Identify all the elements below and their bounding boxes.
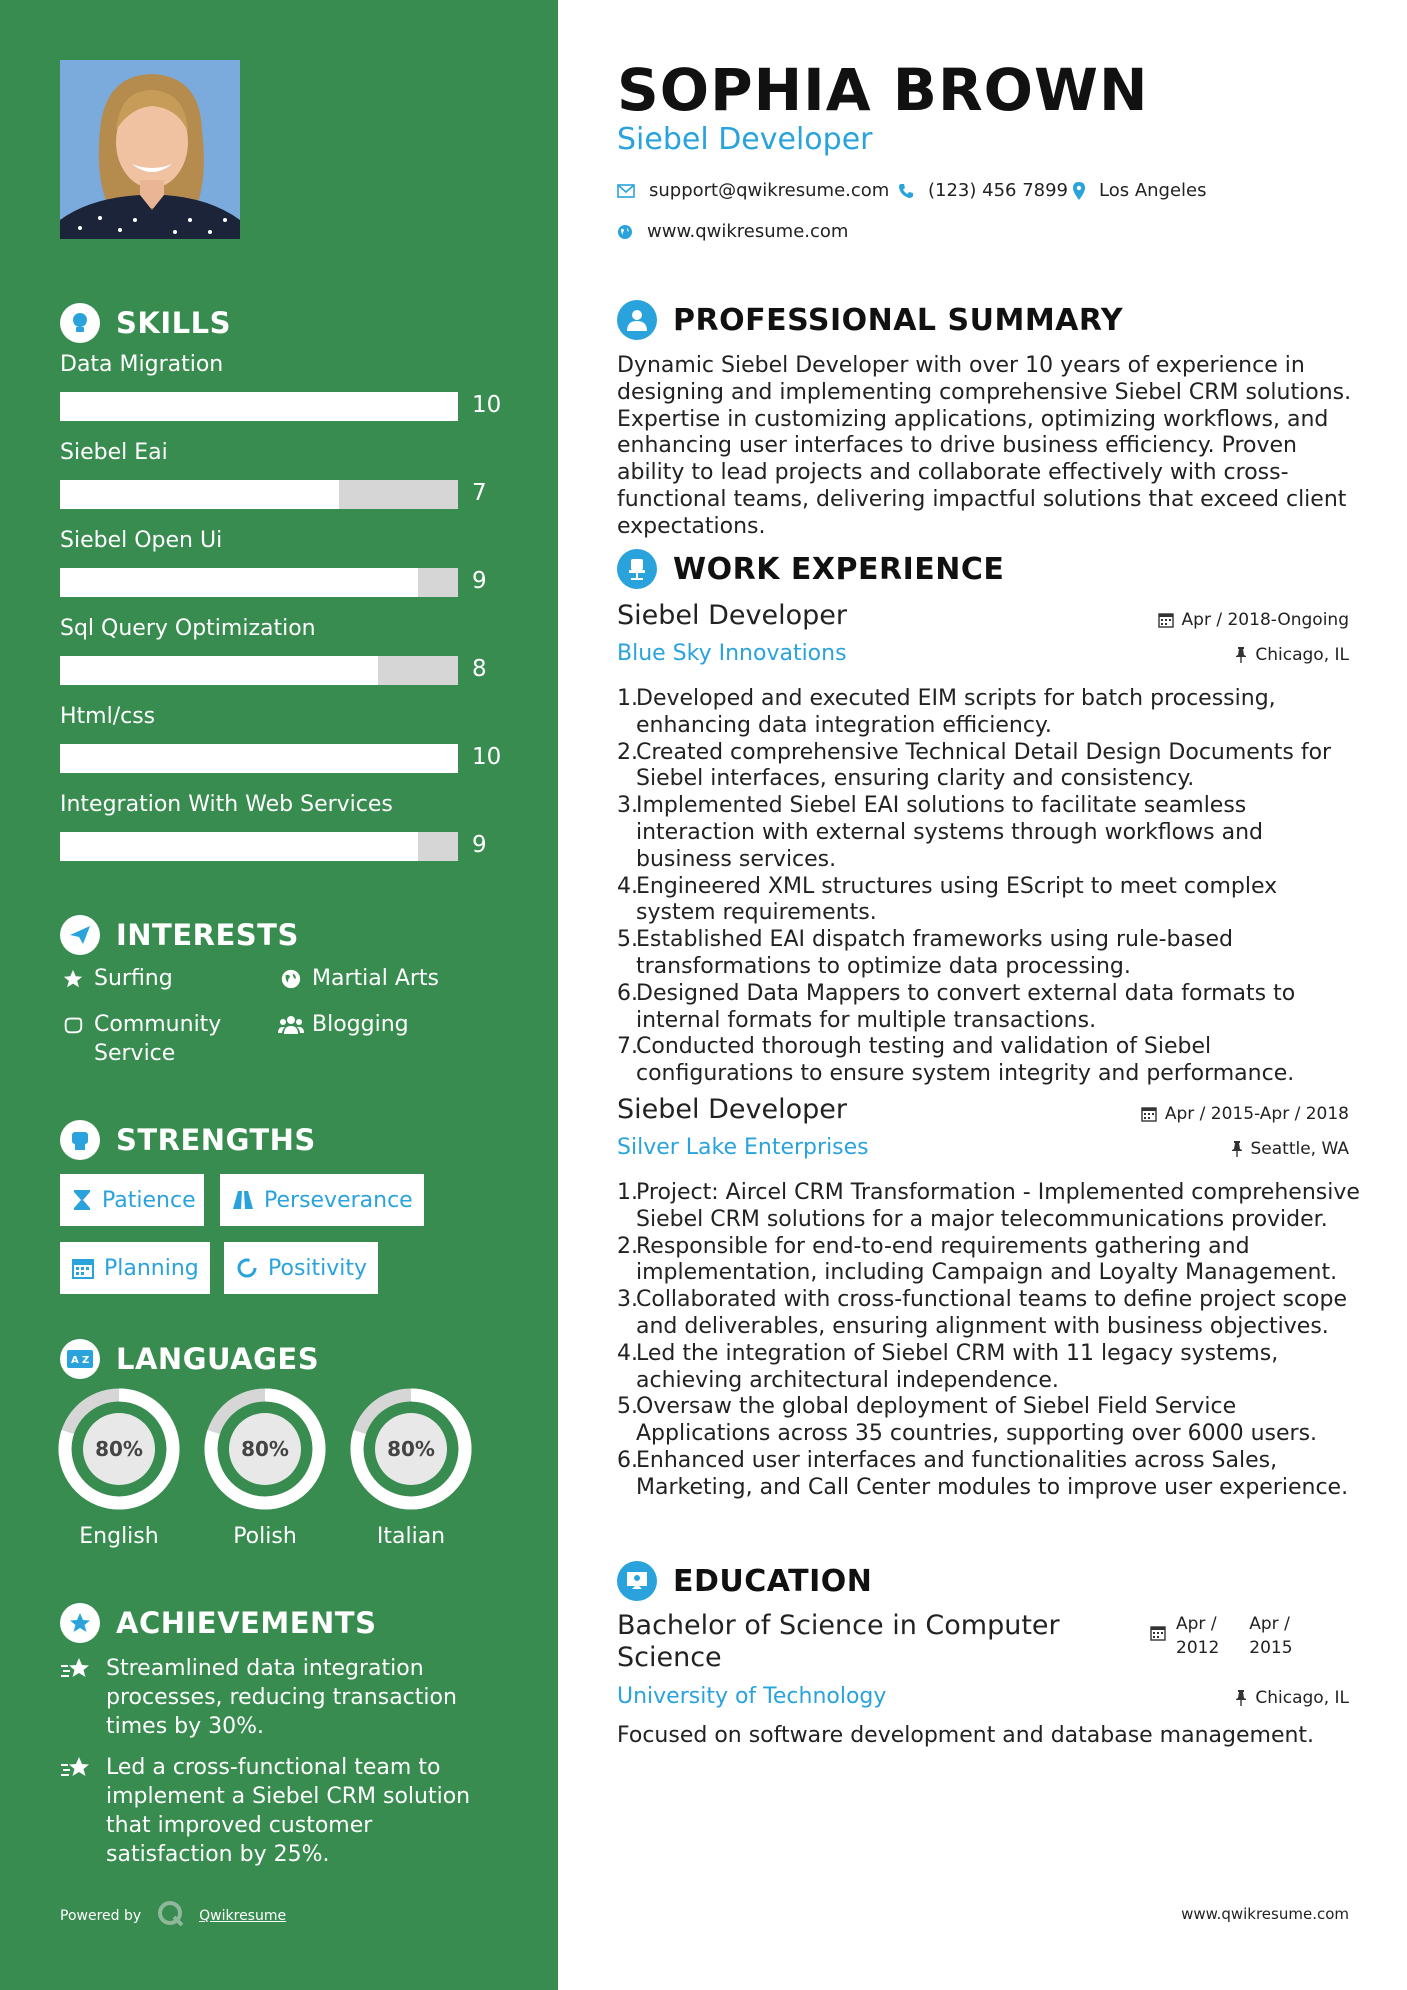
duty-text: Developed and executed EIM scripts for batch processing, enhancing data integration efficiency. bbox=[636, 686, 1276, 738]
summary-text: Dynamic Siebel Developer with over 10 years of experience in designing and implementing comprehensive Siebel CRM solutions. Expertise in customizing applications, optimizing workflows, and enhancing user interfaces to drive business efficiency. Proven ability to lead projects and collaborate effectively with cross-functional teams, delivering impactful solutions that exceed client expectations. bbox=[617, 353, 1352, 539]
duty-number: 1. bbox=[617, 1180, 638, 1205]
duty-number: 2. bbox=[617, 1233, 638, 1259]
skill-bar-fill bbox=[60, 568, 418, 597]
duty-text: Responsible for end-to-end requirements gathering and implementation, including Campaign and Loyalty Management. bbox=[636, 1233, 1338, 1286]
contact-email[interactable]: support@qwikresume.com bbox=[617, 180, 889, 201]
road-icon bbox=[232, 1190, 254, 1210]
skill-name: Sql Query Optimization bbox=[60, 616, 316, 641]
duty-number: 3. bbox=[617, 1287, 638, 1313]
skill-value: 7 bbox=[472, 480, 487, 506]
pin-icon bbox=[1235, 647, 1247, 663]
hand-icon bbox=[60, 1010, 86, 1039]
skill-value: 10 bbox=[472, 392, 502, 418]
education-location: Chicago, IL bbox=[1235, 1688, 1349, 1708]
skill-name: Siebel Open Ui bbox=[60, 528, 223, 553]
strength-tag: Patience bbox=[60, 1174, 204, 1226]
duty-item bbox=[617, 874, 1362, 928]
education-heading: EDUCATION bbox=[617, 1561, 872, 1601]
skills-heading: SKILLS bbox=[60, 302, 231, 344]
language-ring bbox=[204, 1388, 326, 1510]
skill-value: 10 bbox=[472, 744, 502, 770]
duty-text: Project: Aircel CRM Transformation - Implemented comprehensive Siebel CRM solutions for a major telecommunications provider. bbox=[636, 1180, 1360, 1232]
duty-item bbox=[617, 1180, 1362, 1234]
contact-location: Los Angeles bbox=[1073, 180, 1207, 201]
star-badge-icon bbox=[60, 1603, 100, 1643]
language-name: Italian bbox=[376, 1524, 446, 1549]
skill-bar-fill bbox=[60, 480, 339, 509]
duty-number: 3. bbox=[617, 793, 638, 819]
pin-icon bbox=[1235, 1690, 1247, 1706]
interests-heading: INTERESTS bbox=[60, 914, 299, 956]
job-duties-list bbox=[617, 686, 1362, 1088]
skill-name: Data Migration bbox=[60, 352, 224, 377]
duty-text: Collaborated with cross-functional teams to define project scope and deliverables, ensuring alignment with business objectives. bbox=[636, 1287, 1348, 1339]
fist-icon bbox=[60, 1120, 100, 1160]
skill-bar-fill bbox=[60, 656, 378, 685]
graduation-cap-icon bbox=[617, 1561, 657, 1601]
qwikresume-logo-icon bbox=[157, 1900, 185, 1932]
duty-number: 6. bbox=[617, 980, 638, 1006]
envelope-icon bbox=[617, 184, 635, 198]
interest-item: Blogging bbox=[278, 1010, 409, 1039]
language-ring bbox=[58, 1388, 180, 1510]
circle-notch-icon bbox=[236, 1257, 258, 1279]
strength-tag: Positivity bbox=[224, 1242, 378, 1294]
duty-text: Engineered XML structures using EScript to meet complex system requirements. bbox=[636, 873, 1278, 926]
education-start: Apr / 2012 bbox=[1176, 1614, 1220, 1658]
star-icon bbox=[60, 964, 86, 993]
duty-item bbox=[617, 1448, 1362, 1502]
skill-name: Integration With Web Services bbox=[60, 792, 393, 817]
duty-text: Oversaw the global deployment of Siebel Field Service Applications across 35 countries, supporting over 6000 users. bbox=[636, 1394, 1318, 1447]
sidebar bbox=[0, 0, 558, 1990]
language-ring bbox=[350, 1388, 472, 1510]
duty-text: Enhanced user interfaces and functionalities across Sales, Marketing, and Call Center modules to improve user experience. bbox=[636, 1447, 1349, 1500]
achievement-item: Led a cross-functional team to implement a Siebel CRM solution that improved customer satisfaction by 25%. bbox=[60, 1753, 500, 1869]
pin-icon bbox=[1231, 1141, 1243, 1157]
job-company: Silver Lake Enterprises bbox=[617, 1135, 869, 1160]
job-dates: Apr / 2015-Apr / 2018 bbox=[1141, 1104, 1349, 1124]
duty-item bbox=[617, 740, 1362, 794]
duty-number: 5. bbox=[617, 927, 638, 953]
interest-item: Martial Arts bbox=[278, 964, 439, 993]
paper-plane-icon bbox=[60, 915, 100, 955]
language-percent: 80% bbox=[241, 1437, 289, 1461]
experience-heading: WORK EXPERIENCE bbox=[617, 549, 1004, 589]
interest-item: Surfing bbox=[60, 964, 173, 993]
lightbulb-icon bbox=[60, 303, 100, 343]
duty-number: 4. bbox=[617, 1340, 638, 1366]
skill-bar bbox=[60, 744, 458, 773]
duty-item bbox=[617, 981, 1362, 1035]
phone-icon bbox=[898, 183, 914, 199]
skill-bar bbox=[60, 832, 458, 861]
duty-item bbox=[617, 1341, 1362, 1395]
calendar-icon bbox=[72, 1257, 94, 1279]
summary-heading: PROFESSIONAL SUMMARY bbox=[617, 300, 1123, 340]
candidate-role: Siebel Developer bbox=[617, 122, 873, 157]
globe-icon bbox=[617, 224, 633, 240]
skill-name: Html/css bbox=[60, 704, 156, 729]
duty-item bbox=[617, 686, 1362, 740]
education-school: University of Technology bbox=[617, 1684, 887, 1709]
duty-number: 4. bbox=[617, 873, 638, 899]
hourglass-icon bbox=[72, 1189, 92, 1211]
strength-tag: Planning bbox=[60, 1242, 210, 1294]
education-degree: Bachelor of Science in Computer Science bbox=[617, 1610, 1060, 1673]
duty-number: 1. bbox=[617, 686, 638, 711]
duty-text: Designed Data Mappers to convert external data formats to internal formats for multiple transactions. bbox=[636, 980, 1296, 1033]
skill-value: 8 bbox=[472, 656, 487, 682]
duty-text: Conducted thorough testing and validation of Siebel configurations to ensure system integrity and performance. bbox=[636, 1034, 1295, 1087]
svg-text:A: A bbox=[71, 1355, 79, 1366]
duty-number: 5. bbox=[617, 1394, 638, 1420]
calendar-icon bbox=[1150, 1624, 1166, 1660]
duty-number: 2. bbox=[617, 739, 638, 765]
duty-text: Established EAI dispatch frameworks using rule-based transformations to optimize data processing. bbox=[636, 927, 1233, 979]
languages-heading: A Z LANGUAGES bbox=[60, 1338, 319, 1380]
contact-phone[interactable]: (123) 456 7899 bbox=[898, 180, 1068, 201]
user-icon bbox=[617, 300, 657, 340]
strengths-heading: STRENGTHS bbox=[60, 1119, 316, 1161]
skill-bar bbox=[60, 392, 458, 421]
strength-tag: Perseverance bbox=[220, 1174, 424, 1226]
globe-icon bbox=[278, 964, 304, 993]
duty-text: Created comprehensive Technical Detail Design Documents for Siebel interfaces, ensuring clarity and consistency. bbox=[636, 739, 1332, 792]
shooting-star-icon bbox=[60, 1656, 96, 1690]
achievement-item: Streamlined data integration processes, reducing transaction times by 30%. bbox=[60, 1654, 500, 1741]
language-name: Polish bbox=[233, 1524, 297, 1549]
duty-number: 7. bbox=[617, 1034, 638, 1060]
chair-icon bbox=[617, 549, 657, 589]
education-end: Apr / 2015 bbox=[1249, 1614, 1293, 1658]
language-percent: 80% bbox=[95, 1437, 143, 1461]
duty-item bbox=[617, 1034, 1362, 1088]
qwikresume-link[interactable]: Qwikresume bbox=[199, 1908, 287, 1924]
education-dates bbox=[1150, 1612, 1293, 1660]
skill-bar bbox=[60, 568, 458, 597]
duty-item bbox=[617, 927, 1362, 981]
duty-text: Led the integration of Siebel CRM with 11 legacy systems, achieving architectural independence. bbox=[636, 1340, 1279, 1393]
job-title: Siebel Developer bbox=[617, 600, 847, 631]
skill-bar bbox=[60, 656, 458, 685]
duty-item bbox=[617, 1287, 1362, 1341]
footer-website[interactable]: www.qwikresume.com bbox=[1181, 1905, 1349, 1923]
calendar-icon bbox=[1141, 1106, 1157, 1122]
interest-item: Community Service bbox=[60, 1010, 221, 1068]
language-icon bbox=[60, 1339, 100, 1379]
profile-photo bbox=[60, 60, 240, 239]
map-marker-icon bbox=[1073, 182, 1085, 200]
calendar-icon bbox=[1158, 612, 1174, 628]
skill-bar-fill bbox=[60, 832, 418, 861]
job-duties-list bbox=[617, 1180, 1362, 1502]
skill-value: 9 bbox=[472, 832, 487, 858]
skill-value: 9 bbox=[472, 568, 487, 594]
skill-bar-fill bbox=[60, 744, 458, 773]
job-company: Blue Sky Innovations bbox=[617, 641, 847, 666]
job-dates: Apr / 2018-Ongoing bbox=[1158, 610, 1349, 630]
job-location: Chicago, IL bbox=[1235, 645, 1349, 665]
svg-text:Z: Z bbox=[82, 1355, 90, 1366]
job-title: Siebel Developer bbox=[617, 1094, 847, 1125]
shooting-star-icon bbox=[60, 1755, 96, 1789]
achievements-heading: ACHIEVEMENTS bbox=[60, 1602, 376, 1644]
skill-name: Siebel Eai bbox=[60, 440, 168, 465]
skill-bar-fill bbox=[60, 392, 458, 421]
duty-item bbox=[617, 1394, 1362, 1448]
duty-item bbox=[617, 1234, 1362, 1288]
powered-by: Powered by Qwikresume bbox=[60, 1900, 286, 1932]
duty-text: Implemented Siebel EAI solutions to facilitate seamless interaction with external systems through workflows and business services. bbox=[636, 793, 1263, 872]
skill-bar bbox=[60, 480, 458, 509]
language-name: English bbox=[79, 1524, 159, 1549]
duty-item bbox=[617, 793, 1362, 873]
job-location: Seattle, WA bbox=[1231, 1139, 1350, 1159]
contact-website[interactable]: www.qwikresume.com bbox=[617, 221, 848, 242]
education-description: Focused on software development and database management. bbox=[617, 1723, 1315, 1748]
candidate-name: SOPHIA BROWN bbox=[617, 56, 1149, 124]
language-percent: 80% bbox=[387, 1437, 435, 1461]
users-icon bbox=[278, 1010, 304, 1039]
duty-number: 6. bbox=[617, 1447, 638, 1473]
